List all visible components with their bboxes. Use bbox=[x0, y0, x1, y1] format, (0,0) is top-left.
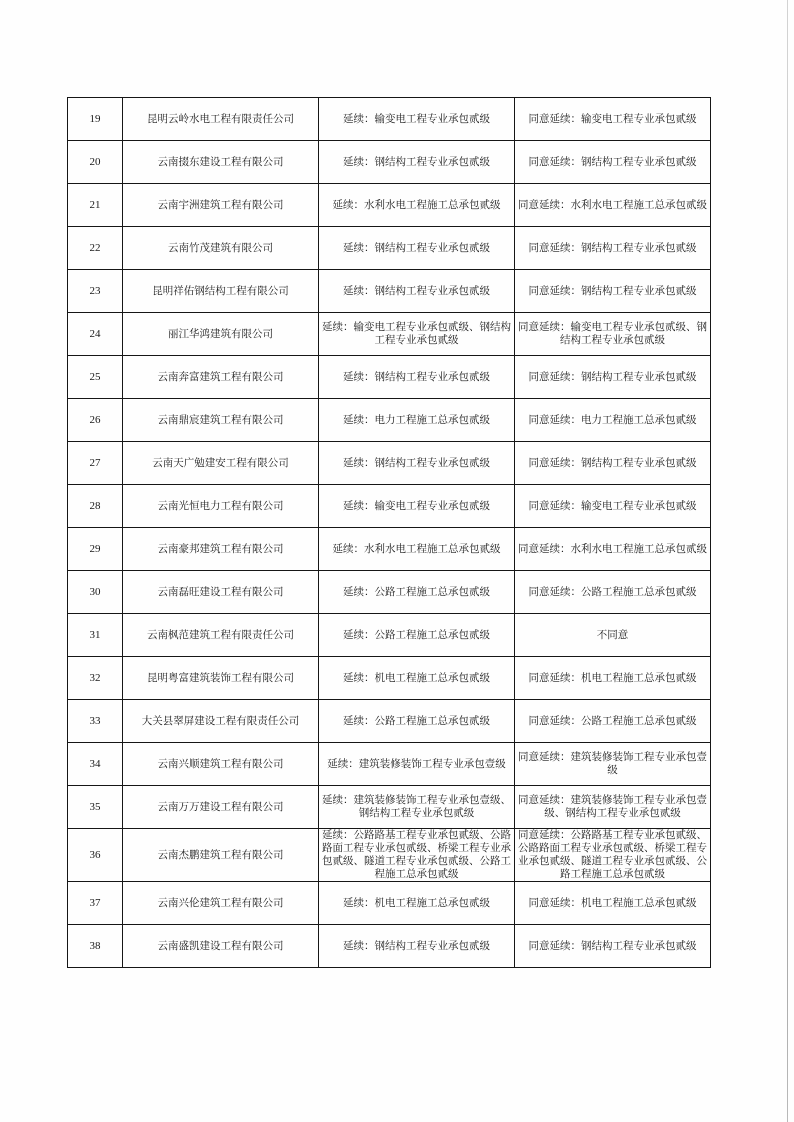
table-row bbox=[68, 614, 711, 657]
review-result: 同意延续：机电工程施工总承包贰级 bbox=[515, 882, 711, 925]
table-body bbox=[68, 98, 711, 968]
row-number: 28 bbox=[68, 485, 123, 528]
review-result: 同意延续：电力工程施工总承包贰级 bbox=[515, 399, 711, 442]
row-number: 20 bbox=[68, 141, 123, 184]
application-item: 延续：钢结构工程专业承包贰级 bbox=[319, 925, 515, 968]
company-name: 云南兴伦建筑工程有限公司 bbox=[123, 882, 319, 925]
table-row bbox=[68, 270, 711, 313]
company-name: 大关县翠屏建设工程有限责任公司 bbox=[123, 700, 319, 743]
table-row bbox=[68, 313, 711, 356]
table-row bbox=[68, 227, 711, 270]
row-number: 29 bbox=[68, 528, 123, 571]
review-result: 同意延续：输变电工程专业承包贰级、钢结构工程专业承包贰级 bbox=[515, 313, 711, 356]
qualification-renewal-table bbox=[67, 97, 711, 968]
review-result: 同意延续：机电工程施工总承包贰级 bbox=[515, 657, 711, 700]
application-item: 延续：机电工程施工总承包贰级 bbox=[319, 657, 515, 700]
application-item: 延续：电力工程施工总承包贰级 bbox=[319, 399, 515, 442]
company-name: 昆明祥佑钢结构工程有限公司 bbox=[123, 270, 319, 313]
company-name: 云南盛凯建设工程有限公司 bbox=[123, 925, 319, 968]
table-row bbox=[68, 571, 711, 614]
review-result: 同意延续：钢结构工程专业承包贰级 bbox=[515, 227, 711, 270]
application-item: 延续：水利水电工程施工总承包贰级 bbox=[319, 528, 515, 571]
application-item: 延续：输变电工程专业承包贰级 bbox=[319, 98, 515, 141]
review-result: 同意延续：公路路基工程专业承包贰级、公路路面工程专业承包贰级、桥梁工程专业承包贰级、隧道工程专业承包贰级、公路工程施工总承包贰级 bbox=[515, 829, 711, 882]
application-item: 延续：钢结构工程专业承包贰级 bbox=[319, 442, 515, 485]
table-row bbox=[68, 882, 711, 925]
row-number: 19 bbox=[68, 98, 123, 141]
application-item: 延续：公路工程施工总承包贰级 bbox=[319, 571, 515, 614]
review-result: 同意延续：水利水电工程施工总承包贰级 bbox=[515, 184, 711, 227]
review-result: 同意延续：公路工程施工总承包贰级 bbox=[515, 700, 711, 743]
company-name: 云南枫范建筑工程有限责任公司 bbox=[123, 614, 319, 657]
table-row bbox=[68, 184, 711, 227]
row-number: 23 bbox=[68, 270, 123, 313]
company-name: 昆明云岭水电工程有限责任公司 bbox=[123, 98, 319, 141]
application-item: 延续：建筑装修装饰工程专业承包壹级、钢结构工程专业承包贰级 bbox=[319, 786, 515, 829]
company-name: 云南万万建设工程有限公司 bbox=[123, 786, 319, 829]
application-item: 延续：机电工程施工总承包贰级 bbox=[319, 882, 515, 925]
company-name: 云南豪邦建筑工程有限公司 bbox=[123, 528, 319, 571]
row-number: 24 bbox=[68, 313, 123, 356]
company-name: 云南杰鹏建筑工程有限公司 bbox=[123, 829, 319, 882]
application-item: 延续：公路工程施工总承包贰级 bbox=[319, 614, 515, 657]
application-item: 延续：输变电工程专业承包贰级 bbox=[319, 485, 515, 528]
table-row bbox=[68, 442, 711, 485]
review-result: 同意延续：建筑装修装饰工程专业承包壹级、钢结构工程专业承包贰级 bbox=[515, 786, 711, 829]
table-row bbox=[68, 98, 711, 141]
table-row bbox=[68, 528, 711, 571]
table-row bbox=[68, 356, 711, 399]
company-name: 云南掇东建设工程有限公司 bbox=[123, 141, 319, 184]
table-row bbox=[68, 485, 711, 528]
table-row bbox=[68, 925, 711, 968]
application-item: 延续：钢结构工程专业承包贰级 bbox=[319, 141, 515, 184]
table-row bbox=[68, 743, 711, 786]
review-result: 同意延续：建筑装修装饰工程专业承包壹级 bbox=[515, 743, 711, 786]
company-name: 丽江华鸿建筑有限公司 bbox=[123, 313, 319, 356]
company-name: 云南光恒电力工程有限公司 bbox=[123, 485, 319, 528]
application-item: 延续：水利水电工程施工总承包贰级 bbox=[319, 184, 515, 227]
row-number: 30 bbox=[68, 571, 123, 614]
application-item: 延续：建筑装修装饰工程专业承包壹级 bbox=[319, 743, 515, 786]
application-item: 延续：钢结构工程专业承包贰级 bbox=[319, 356, 515, 399]
company-name: 云南磊旺建设工程有限公司 bbox=[123, 571, 319, 614]
row-number: 37 bbox=[68, 882, 123, 925]
row-number: 33 bbox=[68, 700, 123, 743]
table-row bbox=[68, 829, 711, 882]
table-row bbox=[68, 657, 711, 700]
row-number: 35 bbox=[68, 786, 123, 829]
company-name: 云南竹茂建筑有限公司 bbox=[123, 227, 319, 270]
row-number: 38 bbox=[68, 925, 123, 968]
company-name: 云南奔富建筑工程有限公司 bbox=[123, 356, 319, 399]
row-number: 32 bbox=[68, 657, 123, 700]
table-row bbox=[68, 399, 711, 442]
review-result: 同意延续：钢结构工程专业承包贰级 bbox=[515, 141, 711, 184]
application-item: 延续：公路路基工程专业承包贰级、公路路面工程专业承包贰级、桥梁工程专业承包贰级、隧道工程专业承包贰级、公路工程施工总承包贰级 bbox=[319, 829, 515, 882]
application-item: 延续：钢结构工程专业承包贰级 bbox=[319, 227, 515, 270]
application-item: 延续：钢结构工程专业承包贰级 bbox=[319, 270, 515, 313]
row-number: 34 bbox=[68, 743, 123, 786]
review-result: 同意延续：输变电工程专业承包贰级 bbox=[515, 98, 711, 141]
row-number: 26 bbox=[68, 399, 123, 442]
company-name: 云南宇洲建筑工程有限公司 bbox=[123, 184, 319, 227]
company-name: 云南天广勉建安工程有限公司 bbox=[123, 442, 319, 485]
company-name: 昆明粤富建筑装饰工程有限公司 bbox=[123, 657, 319, 700]
application-item: 延续：公路工程施工总承包贰级 bbox=[319, 700, 515, 743]
row-number: 31 bbox=[68, 614, 123, 657]
row-number: 27 bbox=[68, 442, 123, 485]
review-result: 同意延续：输变电工程专业承包贰级 bbox=[515, 485, 711, 528]
company-name: 云南兴顺建筑工程有限公司 bbox=[123, 743, 319, 786]
review-result: 同意延续：公路工程施工总承包贰级 bbox=[515, 571, 711, 614]
table-row bbox=[68, 786, 711, 829]
review-result: 同意延续：钢结构工程专业承包贰级 bbox=[515, 925, 711, 968]
table-row bbox=[68, 700, 711, 743]
scan-artifact-line bbox=[787, 0, 788, 1122]
review-result: 同意延续：钢结构工程专业承包贰级 bbox=[515, 270, 711, 313]
row-number: 22 bbox=[68, 227, 123, 270]
review-result: 同意延续：钢结构工程专业承包贰级 bbox=[515, 442, 711, 485]
row-number: 21 bbox=[68, 184, 123, 227]
row-number: 36 bbox=[68, 829, 123, 882]
company-name: 云南鼎宸建筑工程有限公司 bbox=[123, 399, 319, 442]
review-result: 同意延续：钢结构工程专业承包贰级 bbox=[515, 356, 711, 399]
review-result: 同意延续：水利水电工程施工总承包贰级 bbox=[515, 528, 711, 571]
row-number: 25 bbox=[68, 356, 123, 399]
table-row bbox=[68, 141, 711, 184]
application-item: 延续：输变电工程专业承包贰级、钢结构工程专业承包贰级 bbox=[319, 313, 515, 356]
review-result: 不同意 bbox=[515, 614, 711, 657]
